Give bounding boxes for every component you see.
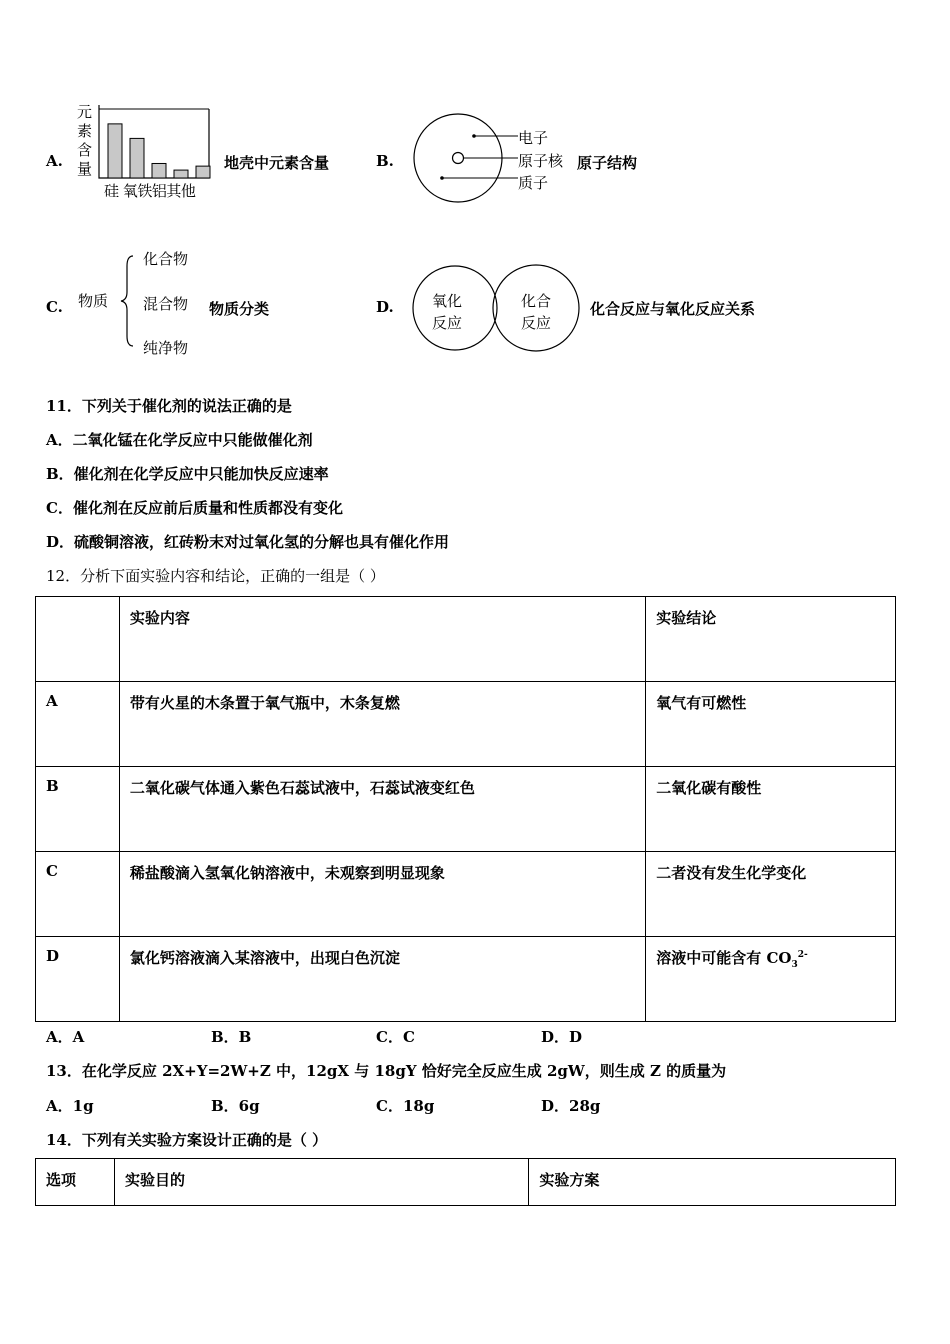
label-line: 反应 xyxy=(432,314,463,332)
row-conclusion: 二者没有发生化学变化 xyxy=(646,852,896,937)
combination-label xyxy=(521,290,551,334)
table-row xyxy=(36,852,896,937)
table-row xyxy=(36,767,896,852)
option-d-letter: D. xyxy=(376,298,394,316)
header-cell: 实验结论 xyxy=(646,597,896,682)
x-tick-label: 铁 xyxy=(137,182,152,200)
q12-choice-c: C．C xyxy=(376,1028,415,1046)
bar-1 xyxy=(108,124,122,178)
ylabel-char: 素 xyxy=(77,122,93,140)
option-b-caption: 原子结构 xyxy=(577,154,638,172)
option-a-caption: 地壳中元素含量 xyxy=(224,154,330,172)
conclusion-superscript: 2- xyxy=(797,950,808,960)
header-cell xyxy=(36,597,120,682)
ylabel-char: 含 xyxy=(77,141,93,159)
conclusion-text: 溶液中可能含有 CO xyxy=(656,949,792,967)
atom-diagram xyxy=(410,112,520,204)
bar-2 xyxy=(130,138,144,178)
q12-stem: 12．分析下面实验内容和结论，正确的一组是（ ） xyxy=(46,567,385,585)
option-c-letter: C. xyxy=(46,298,63,316)
row-conclusion: 氧气有可燃性 xyxy=(646,682,896,767)
branch-mixture: 混合物 xyxy=(143,295,189,313)
row-content: 氯化钙溶液滴入某溶液中，出现白色沉淀 xyxy=(119,937,645,1022)
row-key: D xyxy=(36,937,120,1022)
label-line: 氧化 xyxy=(432,292,463,310)
table-header-row xyxy=(36,1159,896,1206)
x-tick-label: 其他 xyxy=(166,182,196,200)
label-electron: 电子 xyxy=(518,129,549,147)
row-content: 稀盐酸滴入氢氧化钠溶液中，未观察到明显现象 xyxy=(119,852,645,937)
classification-root: 物质 xyxy=(78,292,109,310)
branch-pure: 纯净物 xyxy=(143,339,189,357)
option-d-caption: 化合反应与氧化反应关系 xyxy=(590,300,756,318)
option-c-caption: 物质分类 xyxy=(209,300,270,318)
chart-ylabel xyxy=(77,103,97,179)
table-row xyxy=(36,937,896,1022)
q13-choice-a: A．1g xyxy=(46,1097,94,1115)
chart-xlabels xyxy=(104,180,195,201)
row-content: 二氧化碳气体通入紫色石蕊试液中，石蕊试液变红色 xyxy=(119,767,645,852)
x-tick-label: 硅 xyxy=(104,182,119,200)
x-tick-label: 氧 xyxy=(122,182,138,200)
label-proton: 质子 xyxy=(518,174,549,192)
option-b-letter: B. xyxy=(376,152,394,170)
x-tick-label: 铝 xyxy=(151,182,167,200)
nucleus-circle xyxy=(453,153,464,164)
ylabel-char: 元 xyxy=(77,103,93,121)
label-nucleus: 原子核 xyxy=(518,152,564,170)
ylabel-char: 量 xyxy=(77,160,93,178)
bar-4 xyxy=(174,170,188,178)
q11-stem: 11．下列关于催化剂的说法正确的是 xyxy=(46,397,292,415)
label-line: 反应 xyxy=(521,314,552,332)
row-conclusion xyxy=(646,937,896,1022)
q12-table xyxy=(35,596,896,1022)
table-row xyxy=(36,682,896,767)
header-cell: 实验内容 xyxy=(119,597,645,682)
q13-choice-b: B．6g xyxy=(211,1097,260,1115)
header-cell: 实验目的 xyxy=(114,1159,528,1206)
header-cell: 选项 xyxy=(36,1159,115,1206)
oxidation-label xyxy=(432,290,462,334)
row-conclusion: 二氧化碳有酸性 xyxy=(646,767,896,852)
bar-3 xyxy=(152,163,166,178)
q11-option-b: B．催化剂在化学反应中只能加快反应速率 xyxy=(46,465,329,483)
q14-stem: 14．下列有关实验方案设计正确的是（ ） xyxy=(46,1131,328,1149)
branch-compound: 化合物 xyxy=(143,250,189,268)
q12-choice-d: D．D xyxy=(541,1028,583,1046)
classification-brace xyxy=(119,254,139,348)
bar-5 xyxy=(196,166,210,178)
q11-option-c: C．催化剂在反应前后质量和性质都没有变化 xyxy=(46,499,343,517)
label-line: 化合 xyxy=(521,292,552,310)
q14-table xyxy=(35,1158,896,1206)
q12-choice-a: A．A xyxy=(46,1028,85,1046)
option-a-letter: A. xyxy=(46,152,63,170)
element-content-chart xyxy=(98,105,216,183)
row-key: B xyxy=(36,767,120,852)
q13-choice-c: C．18g xyxy=(376,1097,435,1115)
row-key: C xyxy=(36,852,120,937)
header-cell: 实验方案 xyxy=(529,1159,896,1206)
q13-stem: 13．在化学反应 2X+Y=2W+Z 中，12gX 与 18gY 恰好完全反应生成 2gW，则生成 Z 的质量为 xyxy=(46,1062,727,1080)
q13-choice-d: D．28g xyxy=(541,1097,601,1115)
chart-bars xyxy=(108,124,210,178)
row-key: A xyxy=(36,682,120,767)
q11-option-d: D．硫酸铜溶液，红砖粉末对过氧化氢的分解也具有催化作用 xyxy=(46,533,450,551)
table-header-row xyxy=(36,597,896,682)
row-content: 带有火星的木条置于氧气瓶中，木条复燃 xyxy=(119,682,645,767)
q12-choice-b: B．B xyxy=(211,1028,252,1046)
conclusion-subscript: 3 xyxy=(791,960,798,970)
q11-option-a: A．二氧化锰在化学反应中只能做催化剂 xyxy=(46,431,313,449)
